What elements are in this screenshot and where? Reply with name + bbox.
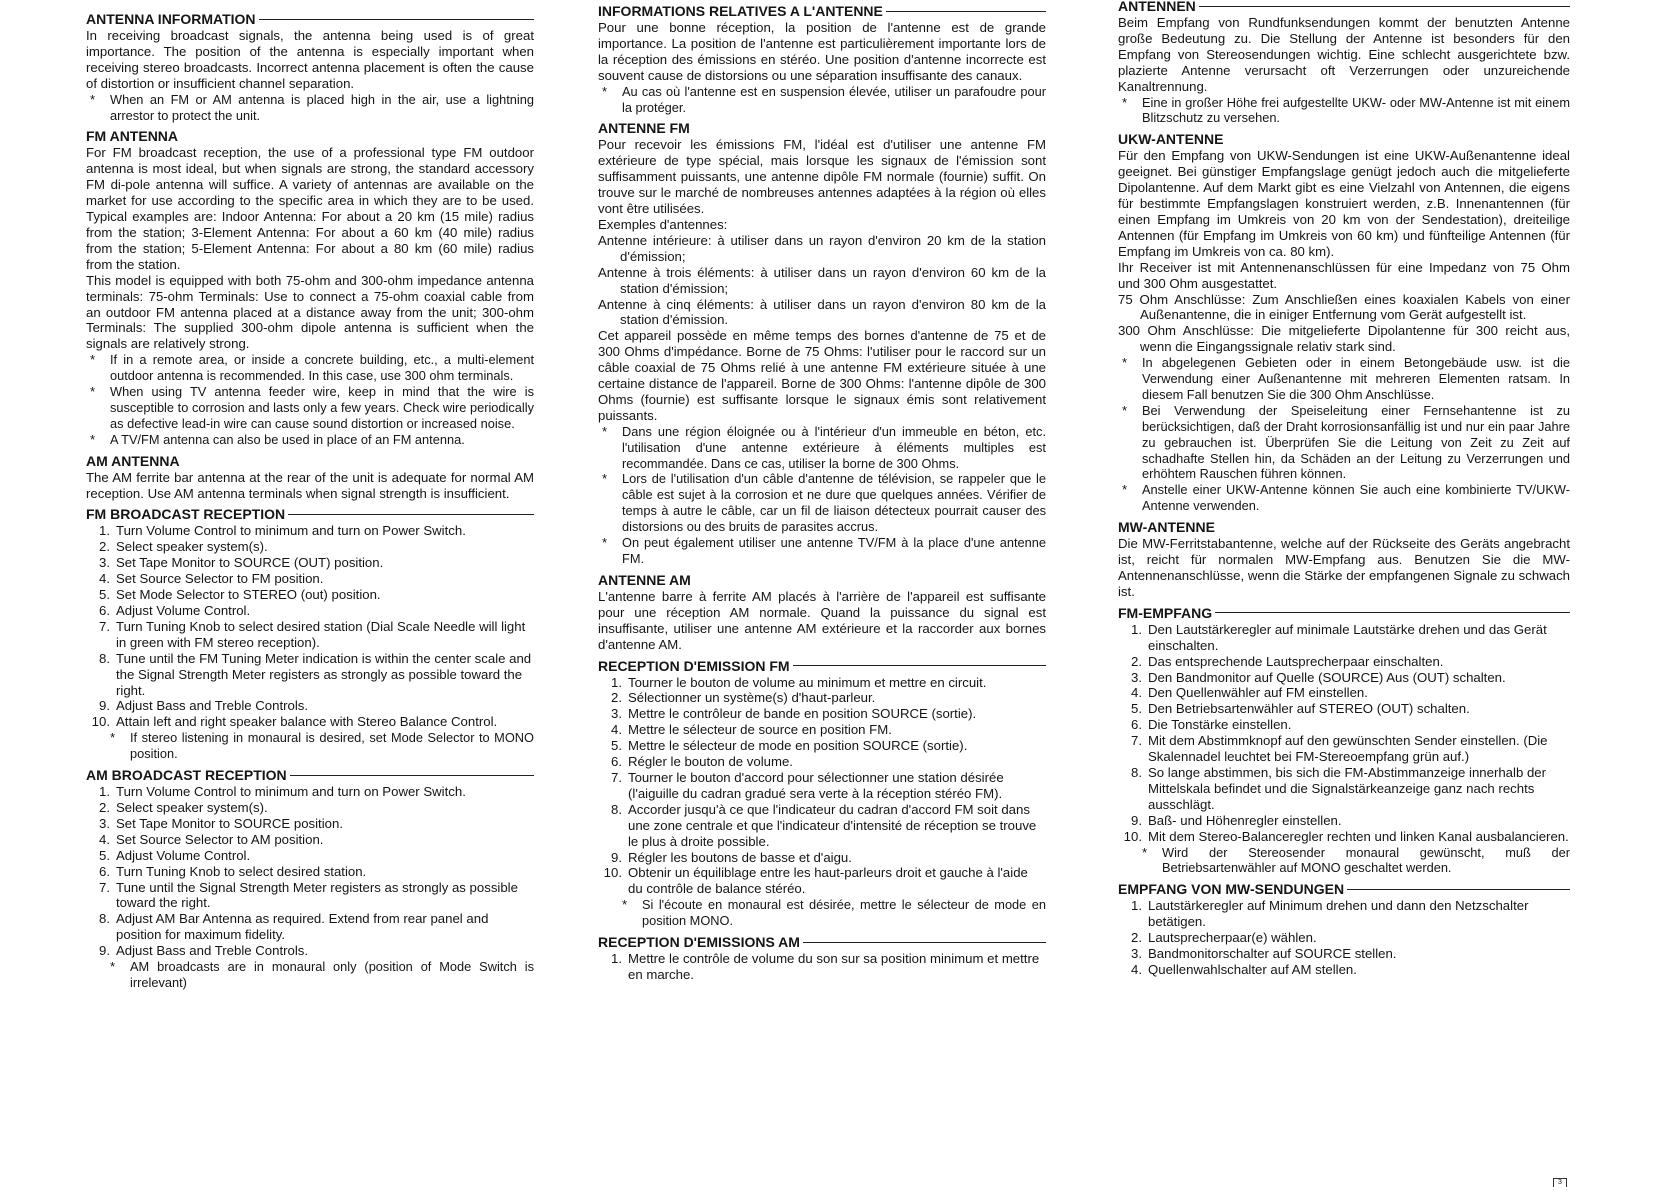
step-item: 5. Mettre le sélecteur de mode en position SOURCE (sortie). [611, 738, 968, 754]
note-item: * If stereo listening in monaural is desired, set Mode Selector to MONO position. [110, 730, 534, 762]
step-item: 1. Turn Volume Control to minimum and turn on Power Switch. [99, 523, 466, 539]
section-title-fm-reception: FM BROADCAST RECEPTION [86, 506, 534, 522]
antenna-information-body: Beim Empfang von Rundfunksendungen kommt der benutzten Antenne große Bedeutung zu. Die Stellung der Antenne ist besonders für den Empfang von Stereosendungen wichtig. Eine schlecht ausgerichtete bzw. plazierte Antenne verursacht oft Verzerrungen oder unzureichende Kanaltrennung. [1118, 15, 1570, 94]
step-item: 3. Mettre le contrôleur de bande en position SOURCE (sortie). [611, 706, 977, 722]
german-column [1118, 0, 1570, 978]
fm-antenna-body: Pour recevoir les émissions FM, l'idéal est d'utiliser une antenne FM extérieure de type spécial, mais lorsque les signaux de l'émission sont suffisamment puissants, une antenne dipôle FM normale (fournie) suffit. On trouve sur le marché de nombreuses antennes adaptées à la région où elles vont être utilisées. [598, 137, 1046, 217]
fm-antenna-body: For FM broadcast reception, the use of a professional type FM outdoor antenna is most ideal, but when signals are strong, the standard accessory FM di-pole antenna will suffice. A variety of antennas are available on the market for use according to the specific area in which they are to be used. Typical examples are: Indoor Antenna: For about a 20 km (15 mile) radius from the station; 3-Element Antenna: For about a 60 km (40 mile) radius from the station; 5-Element Antenna: For about a 80 km (60 mile) radius from the station. [86, 145, 534, 272]
english-column [86, 6, 534, 991]
antenna-examples-intro: Exemples d'antennes: [598, 216, 728, 232]
note-item: * Lors de l'utilisation d'un câble d'antenne de télévision, se rappeler que le câble est sujet à la corrosion et ne dure que quelques années. Vérifier de temps à autre le câble, car un fil de liaison détecteux pourrait causer des distorsions ou des bruits de parasites accrus. [602, 471, 1046, 535]
step-item: 1. Turn Volume Control to minimum and turn on Power Switch. [99, 784, 466, 800]
step-item: 9. Adjust Bass and Treble Controls. [99, 698, 309, 714]
step-item: 8. Adjust AM Bar Antenna as required. Extend from rear panel and position for maximum fidelity. [99, 911, 489, 943]
step-item: 10. Attain left and right speaker balance with Stereo Balance Control. [91, 714, 498, 730]
am-reception-steps [1118, 898, 1570, 978]
step-item: 5. Adjust Volume Control. [99, 847, 251, 863]
step-item: 3. Set Tape Monitor to SOURCE (OUT) position. [99, 555, 384, 571]
fm-antenna-terminals: This model is equipped with both 75-ohm and 300-ohm impedance antenna terminals: 75-ohm Terminals: Use to connect a 75-ohm coaxial cable from an outdoor FM antenna placed at a distance away from the unit; 300-ohm Terminals: The supplied 300-ohm dipole antenna is sufficient when the signals are relatively strong. [86, 272, 534, 352]
step-item: 6. Die Tonstärke einstellen. [1131, 717, 1292, 733]
step-item: 4. Quellenwahlschalter auf AM stellen. [1131, 961, 1357, 977]
step-item: 1. Lautstärkeregler auf Minimum drehen und dann den Netzschalter betätigen. [1131, 898, 1529, 930]
note-item: * A TV/FM antenna can also be used in place of an FM antenna. [90, 431, 465, 447]
fm-antenna-terminals: Cet appareil possède en même temps des bornes d'antenne de 75 et de 300 Ohms d'impédance. Borne de 75 Ohms: l'utiliser pour le raccord sur un câble coaxial de 75 Ohms relié à une antenne FM extérieure située à une certaine distance de l'appareil. Borne de 300 Ohms: l'antenne dipôle de 300 Ohms (fournie) est suffisante lorsque le signaux émis sont relativement puissants. [598, 328, 1046, 423]
step-item: 4. Mettre le sélecteur de source en position FM. [611, 722, 892, 738]
note-item: * Bei Verwendung der Speiseleitung einer Fernsehantenne ist zu berücksichtigen, daß der Draht korrosionsanfällig ist und nur ein paar Jahre zu gebrauchen ist. Überprüfen Sie die Leitung von Zeit zu Zeit auf schadhafte Stellen hin, da Schäden an der Leitung zu Verzerrungen und erhöhtem Rauschen führen können. [1122, 402, 1570, 482]
antenna-information-body: Pour une bonne réception, la position de l'antenne est de grande importance. La position de l'antenne est particulièrement importante lors de la réception des émissions en stéréo. Une position d'antenne incorrecte est souvent cause de distorsions ou une séparation insuffisante des canaux. [598, 20, 1046, 83]
antenna-example: Antenne à cinq éléments: à utiliser dans un rayon d'environ 80 km de la station d'émission. [598, 296, 1046, 328]
note-item: * Dans une région éloignée ou à l'intérieur d'un immeuble en béton, etc. l'utilisation d'une antenne extérieure à éléments multiples est recommandée. Dans ce cas, utiliser la borne de 300 Ohms. [602, 423, 1046, 471]
section-title-am-reception: RECEPTION D'EMISSIONS AM [598, 934, 1046, 950]
step-item: 3. Den Bandmonitor auf Quelle (SOURCE) Aus (OUT) schalten. [1131, 669, 1506, 685]
note-item: * AM broadcasts are in monaural only (position of Mode Switch is irrelevant) [110, 959, 534, 990]
note-item: * In abgelegenen Gebieten oder in einem Betongebäude usw. ist die Verwendung einer Außenantenne mit mehreren Elementen ratsam. In diesem Fall benutzen Sie die 300 Ohm Anschlüsse. [1122, 355, 1570, 402]
note-item: * When using TV antenna feeder wire, keep in mind that the wire is susceptible to corrosion and lasts only a few years. Check wire periodically as defective lead-in wire can cause sound distortion or increased noise. [90, 384, 534, 431]
am-reception-steps [86, 784, 534, 959]
french-column [598, 0, 1046, 983]
step-item: 6. Turn Tuning Knob to select desired station. [99, 863, 367, 879]
terminal-description: 75 Ohm Anschlüsse: Zum Anschließen eines koaxialen Kabels von einer Außenantenne, die in einiger Entfernung vom Gerät aufgestellt ist. [1118, 291, 1570, 323]
step-item: 8. So lange abstimmen, bis sich die FM-Abstimmanzeige innerhalb der Mittelskala befindet und die Signalstärkeanzeige ganz nach rechts ausschlägt. [1131, 764, 1547, 812]
note-item: * When an FM or AM antenna is placed high in the air, use a lightning arrestor to protect the unit. [90, 91, 534, 123]
step-item: 4. Den Quellenwähler auf FM einstellen. [1131, 685, 1368, 701]
step-item: 9. Régler les boutons de basse et d'aigu. [611, 849, 852, 865]
step-item: 2. Sélectionner un système(s) d'haut-parleur. [611, 690, 876, 706]
section-title-fm-reception: RECEPTION D'EMISSION FM [598, 658, 1046, 674]
section-title-fm-antenna: FM ANTENNA [86, 128, 179, 145]
step-item: 10. Mit dem Stereo-Balanceregler rechten und linken Kanal ausbalancieren. [1123, 828, 1569, 844]
fm-reception-steps [598, 675, 1046, 898]
section-title-fm-antenna: ANTENNE FM [598, 120, 690, 137]
am-antenna-body: The AM ferrite bar antenna at the rear of the unit is adequate for normal AM reception. Use AM antenna terminals when signal strength is insufficient. [86, 469, 534, 501]
step-item: 6. Adjust Volume Control. [99, 603, 251, 618]
step-item: 1. Den Lautstärkeregler auf minimale Lautstärke drehen und das Gerät einschalten. [1131, 621, 1547, 653]
section-title-am-reception: AM BROADCAST RECEPTION [86, 767, 534, 783]
section-title-antenna-information: ANTENNEN [1118, 0, 1570, 14]
page-number: 3 [1553, 1178, 1567, 1187]
am-antenna-body: Die MW-Ferritstabantenne, welche auf der Rückseite des Geräts angebracht ist, reicht für normalen MW-Empfang aus. Benutzen Sie die MW-Antennenanschlüsse, wenn die Stärke der empfangenen Signale zu schwach ist. [1118, 536, 1570, 599]
section-title-fm-reception: FM-EMPFANG [1118, 605, 1570, 621]
step-item: 9. Adjust Bass and Treble Controls. [99, 943, 309, 959]
fm-antenna-body: Für den Empfang von UKW-Sendungen ist eine UKW-Außenantenne ideal geeignet. Bei günstiger Empfangslage genügt jedoch auch die mitgelieferte Dipolantenne. Auf dem Markt gibt es eine Vielzahl von Antennen, die eigens für bestimmte Empfangslagen konstruiert werden, z.B. Innenantennen (für einen Empfang im Umkreis von 20 km von der Sendestation), dreiteilige Antennen (für Empfang im Umkreis von 60 km) und fünfteilige Antennen (für Empfang im Umkreis von ca. 80 km). [1118, 148, 1570, 259]
step-item: 5. Den Betriebsartenwähler auf STEREO (OUT) schalten. [1131, 701, 1470, 717]
antenna-information-body: In receiving broadcast signals, the antenna being used is of great importance. The position of the antenna is especially important when receiving stereo broadcasts. Incorrect antenna placement is often the cause of distortion or insufficient channel separation. [86, 28, 534, 91]
step-item: 2. Select speaker system(s). [99, 539, 268, 555]
section-title-fm-antenna: UKW-ANTENNE [1118, 131, 1224, 148]
section-title-am-reception: EMPFANG VON MW-SENDUNGEN [1118, 881, 1570, 897]
section-title-am-antenna: AM ANTENNA [86, 452, 180, 469]
step-item: 6. Régler le bouton de volume. [611, 754, 793, 770]
step-item: 7. Turn Tuning Knob to select desired station (Dial Scale Needle will light in green with FM stereo reception). [99, 618, 526, 650]
antenna-example: Antenne intérieure: à utiliser dans un rayon d'environ 20 km de la station d'émission; [598, 232, 1046, 264]
step-item: 4. Set Source Selector to FM position. [99, 571, 324, 587]
step-item: 8. Accorder jusqu'à ce que l'indicateur du cadran d'accord FM soit dans une zone centrale et que l'indicateur d'intensité de réception se trouve le plus à droite possible. [611, 801, 1037, 849]
step-item: 3. Set Tape Monitor to SOURCE position. [99, 815, 343, 831]
terminal-description: 300 Ohm Anschlüsse: Die mitgelieferte Dipolantenne für 300 reicht aus, wenn die Eingangssignale relativ stark sind. [1118, 323, 1570, 355]
note-item: * Anstelle einer UKW-Antenne können Sie auch eine kombinierte TV/UKW-Antenne verwenden. [1122, 482, 1570, 514]
note-item: * Si l'écoute en monaural est désirée, mettre le sélecteur de mode en position MONO. [622, 897, 1046, 929]
step-item: 5. Set Mode Selector to STEREO (out) position. [99, 587, 381, 603]
section-title-antenna-information: ANTENNA INFORMATION [86, 11, 534, 27]
section-title-am-antenna: ANTENNE AM [598, 571, 691, 588]
am-antenna-body: L'antenne barre à ferrite AM placés à l'arrière de l'appareil est suffisante pour une réception AM normale. Quand la puissance du signal est insuffisante, utiliser une antenne AM extérieure et la raccorder aux bornes d'antenne AM. [598, 588, 1046, 652]
section-title-antenna-information: INFORMATIONS RELATIVES A L'ANTENNE [598, 3, 1046, 19]
step-item: 7. Mit dem Abstimmknopf auf den gewünschten Sender einstellen. (Die Skalennadel leuchtet bei FM-Stereoempfang grün auf.) [1131, 733, 1548, 765]
step-item: 1. Mettre le contrôle de volume du son sur sa position minimum et mettre en marche. [611, 951, 1040, 982]
am-reception-steps [598, 951, 1046, 983]
step-item: 3. Bandmonitorschalter auf SOURCE stellen. [1131, 946, 1397, 962]
step-item: 2. Select speaker system(s). [99, 799, 268, 815]
fm-antenna-terminals: Ihr Receiver ist mit Antennenanschlüssen für eine Impedanz von 75 Ohm und 300 Ohm ausgestattet. [1118, 259, 1570, 291]
note-item: * On peut également utiliser une antenne TV/FM à la place d'une antenne FM. [602, 535, 1046, 566]
note-item: * Eine in großer Höhe frei aufgestellte UKW- oder MW-Antenne ist mit einem Blitzschutz zu versehen. [1122, 94, 1570, 126]
fm-reception-steps [1118, 622, 1570, 845]
step-item: 2. Lautsprecherpaar(e) wählen. [1131, 930, 1317, 946]
fm-reception-steps [86, 523, 534, 730]
step-item: 2. Das entsprechende Lautsprecherpaar einschalten. [1131, 653, 1444, 669]
antenna-example: Antenne à trois éléments: à utiliser dans un rayon d'environ 60 km de la station d'émission; [598, 264, 1046, 296]
step-item: 8. Tune until the FM Tuning Meter indication is within the center scale and the Signal Strength Meter registers as strongly as possible toward the right. [99, 650, 532, 698]
step-item: 4. Set Source Selector to AM position. [99, 831, 324, 847]
step-item: 7. Tourner le bouton d'accord pour sélectionner une station désirée (l'aiguille du cadran gradué sera verte à la réception stéréo FM). [611, 769, 1004, 801]
step-item: 9. Baß- und Höhenregler einstellen. [1131, 812, 1342, 828]
step-item: 7. Tune until the Signal Strength Meter registers as strongly as possible toward the right. [99, 879, 518, 911]
step-item: 1. Tourner le bouton de volume au minimum et mettre en circuit. [611, 674, 987, 690]
section-title-am-antenna: MW-ANTENNE [1118, 519, 1215, 536]
note-item: * Au cas où l'antenne est en suspension élevée, utiliser un parafoudre pour la protéger. [602, 83, 1046, 115]
note-item: * Wird der Stereosender monaural gewünscht, muß der Betriebsartenwähler auf MONO geschaltet werden. [1142, 844, 1570, 876]
step-item: 10. Obtenir un équiliblage entre les haut-parleurs droit et gauche à l'aide du contrôle de balance stéréo. [603, 865, 1028, 897]
note-item: * If in a remote area, or inside a concrete building, etc., a multi-element outdoor antenna is recommended. In this case, use 300 ohm terminals. [90, 352, 534, 384]
